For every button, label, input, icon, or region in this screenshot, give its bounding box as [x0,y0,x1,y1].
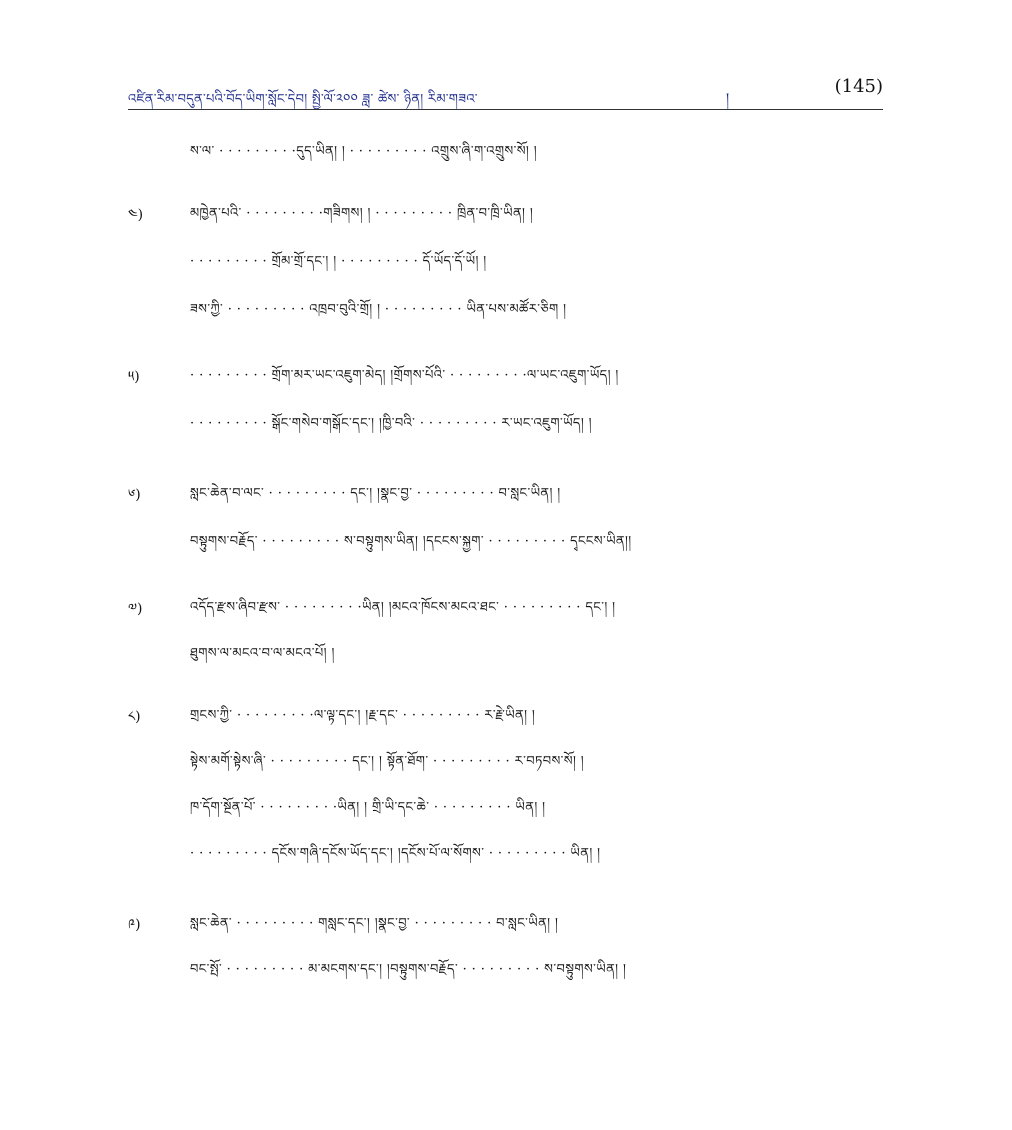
exercise-line: ས་ལ་ · · · · · · · · ·དུད་ཡིན། ། · · · · · · · · · འགྲུས་ཞི་ག་འགྲུས་སོ། ། [190,144,538,159]
exercise-number: ༥) [128,369,140,385]
title-separator: ། [726,91,730,107]
running-title: འཛིན་རིམ་བདུན་པའི་བོད་ཡིག་སློང་དེབ། སྤྱི་ལོ་༢༠༠ ཟླ་ ཚེས་ ཉིན། རིམ་གཟའ་ [128,92,478,107]
page-number: (145) [834,76,883,97]
header-rule [128,109,883,110]
exercise-number: ༧) [128,601,143,617]
exercise-line: བསྟུགས་བརྗོད་ · · · · · · · · · ས་བསྟུགས་ཡིན། །དངངས་སྐྱག་ · · · · · · · · · དྭངངས་ཡིན།། [190,534,632,549]
exercise-number: ༩) [128,917,141,933]
exercise-line: མཁྱེན་པའི་ · · · · · · · · ·གཟིགས། ། · · · · · · · · · ཁྲིན་བ་ཁྲི་ཡིན། ། [190,206,534,221]
exercise-line: སྟེས་མགོ་སྟེས་ཞི་ · · · · · · · · · དང་། ། སྟོན་ཐོག་ · · · · · · · · · ར་བཏབས་སོ། ། [190,754,585,769]
exercise-line: སླང་ཆེན་བ་ལང་ · · · · · · · · · དང་། །སྣང་བྱ་ · · · · · · · · · བ་སླང་ཡིན། ། [190,486,561,501]
exercise-line: འདོད་རྫས་ཞིབ་རྫས་ · · · · · · · · ·ཡིན། །མངའ་ཁོངས་མངའ་ཐང་ · · · · · · · · · དང་། ། [190,600,616,615]
exercise-line: སླང་ཆེན་ · · · · · · · · · གསླང་དང་། །སྣང་བྱ་ · · · · · · · · · བ་སླང་ཡིན། ། [190,916,559,931]
exercise-line: བང་སྤོ་ · · · · · · · · · མ་མངགས་དང་། །བསྟུགས་བརྗོད་ · · · · · · · · · ས་བསྟུགས་ཡིན། ། [190,962,627,977]
exercise-line: · · · · · · · · · དངོས་གཞི་དངོས་ཡོད་དང་། །དངོས་པོ་ལ་སོགས་ · · · · · · · · · ཡིན། ། [190,846,601,861]
exercise-line: · · · · · · · · · གྲོག་མར་ཡང་འཇུག་མེད། །གྲོགས་པོའི་ · · · · · · · · ·ལ་ཡང་འཇུག་ཡོད། ། [190,368,619,383]
exercise-number: ༨) [128,709,141,725]
exercise-line: · · · · · · · · · གྲོམ་གྲོ་དང་། ། · · · · · · · · · དོ་ཡོད་དོ་ཡོ། ། [190,254,487,269]
exercise-line: · · · · · · · · · སྒོང་གསེབ་གསྒོང་དང་། །ཁྱི་བའི་ · · · · · · · · · ར་ཡང་འཇུག་ཡོད། ། [190,416,592,431]
exercise-line: ཐུགས་ལ་མངའ་བ་ལ་མངའ་པོ། ། [190,646,335,661]
exercise-line: གྲངས་ཀྱི་ · · · · · · · · ·ལ་ལྟ་དང་། །རྗ་དང་ · · · · · · · · · ར་རྗེ་ཡིན། ། [190,708,536,723]
exercise-number: ༤) [128,207,144,223]
page-header [128,78,883,110]
exercise-number: ༦) [128,487,141,503]
exercise-line: ཟས་ཀྱི་ · · · · · · · · · འཁྲབ་བུའི་གྲོ། ། · · · · · · · · · ཡིན་པས་མཚོར་ཅིག ། [190,302,567,317]
exercise-line: ཁ་དོག་སྔོན་པོ་ · · · · · · · · ·ཡིན། ། གྲི་ཡི་དང་ཆེ་ · · · · · · · · · ཡིན། ། [190,800,546,815]
